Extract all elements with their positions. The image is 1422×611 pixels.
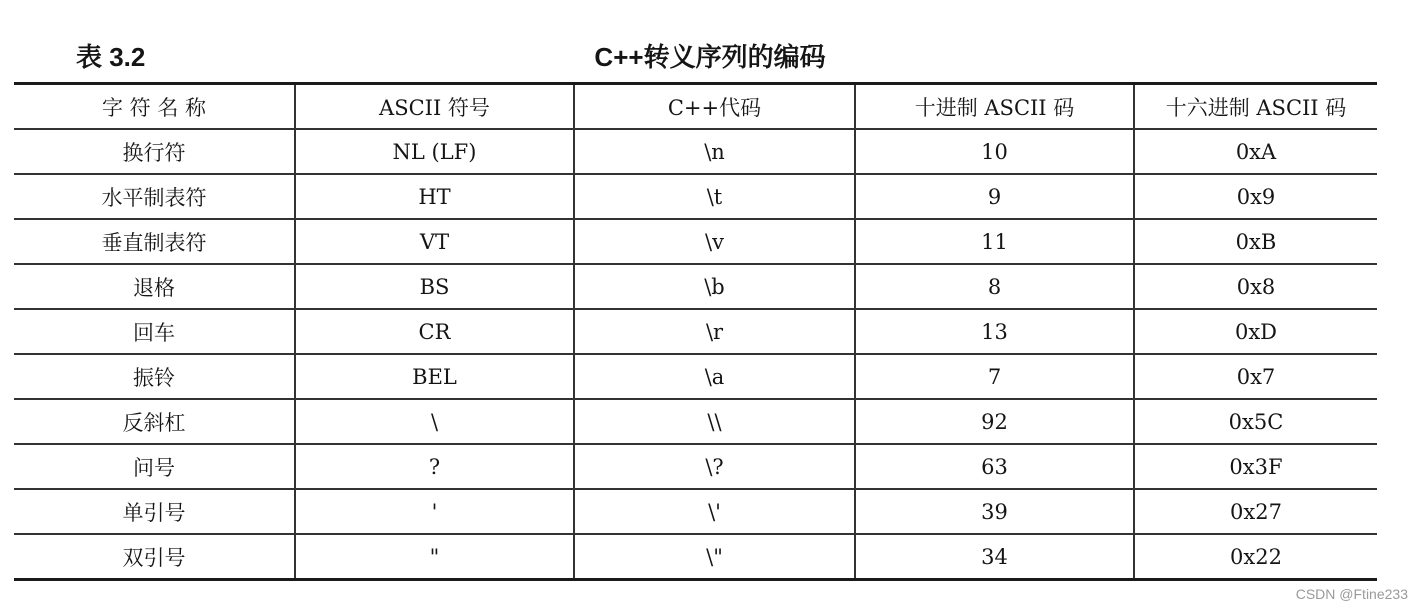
cell-ascii-symbol: HT bbox=[295, 174, 574, 219]
table-row bbox=[14, 444, 1377, 489]
cell-hex: 0x27 bbox=[1134, 489, 1377, 534]
cell-ascii-symbol: ? bbox=[295, 444, 574, 489]
cell-hex: 0xA bbox=[1134, 129, 1377, 174]
cell-ascii-symbol: BS bbox=[295, 264, 574, 309]
cell-ascii-symbol: ' bbox=[295, 489, 574, 534]
table-row bbox=[14, 129, 1377, 174]
cell-char-name: 振铃 bbox=[14, 354, 295, 399]
cell-cpp-code: \' bbox=[574, 489, 855, 534]
cell-char-name: 垂直制表符 bbox=[14, 219, 295, 264]
header-hex-ascii: 十六进制 ASCII 码 bbox=[1134, 84, 1377, 130]
cell-cpp-code: \t bbox=[574, 174, 855, 219]
cell-decimal: 13 bbox=[855, 309, 1134, 354]
table-row bbox=[14, 399, 1377, 444]
cell-char-name: 水平制表符 bbox=[14, 174, 295, 219]
cell-ascii-symbol: BEL bbox=[295, 354, 574, 399]
table-row bbox=[14, 264, 1377, 309]
cell-char-name: 回车 bbox=[14, 309, 295, 354]
cell-hex: 0x5C bbox=[1134, 399, 1377, 444]
cell-decimal: 7 bbox=[855, 354, 1134, 399]
table-row bbox=[14, 174, 1377, 219]
cell-ascii-symbol: NL (LF) bbox=[295, 129, 574, 174]
cell-decimal: 34 bbox=[855, 534, 1134, 580]
cell-hex: 0x8 bbox=[1134, 264, 1377, 309]
cell-cpp-code: \v bbox=[574, 219, 855, 264]
cell-ascii-symbol: \ bbox=[295, 399, 574, 444]
cell-char-name: 退格 bbox=[14, 264, 295, 309]
table-title: C++转义序列的编码 bbox=[594, 42, 826, 72]
cell-decimal: 10 bbox=[855, 129, 1134, 174]
cell-cpp-code: \r bbox=[574, 309, 855, 354]
csdn-watermark: CSDN @Ftine233 bbox=[1295, 586, 1408, 602]
header-decimal-ascii: 十进制 ASCII 码 bbox=[855, 84, 1134, 130]
table-row bbox=[14, 534, 1377, 580]
cell-decimal: 9 bbox=[855, 174, 1134, 219]
table-row bbox=[14, 219, 1377, 264]
cell-char-name: 单引号 bbox=[14, 489, 295, 534]
cell-hex: 0x7 bbox=[1134, 354, 1377, 399]
cell-char-name: 问号 bbox=[14, 444, 295, 489]
cell-cpp-code: \" bbox=[574, 534, 855, 580]
escape-sequence-table bbox=[14, 82, 1377, 581]
cell-decimal: 63 bbox=[855, 444, 1134, 489]
header-char-name: 字 符 名 称 bbox=[14, 84, 295, 130]
cell-char-name: 反斜杠 bbox=[14, 399, 295, 444]
cell-cpp-code: \n bbox=[574, 129, 855, 174]
cell-hex: 0x9 bbox=[1134, 174, 1377, 219]
cell-hex: 0xB bbox=[1134, 219, 1377, 264]
cell-decimal: 8 bbox=[855, 264, 1134, 309]
header-ascii-symbol: ASCII 符号 bbox=[295, 84, 574, 130]
cell-cpp-code: \b bbox=[574, 264, 855, 309]
cell-cpp-code: \a bbox=[574, 354, 855, 399]
header-row bbox=[14, 84, 1377, 130]
cell-char-name: 双引号 bbox=[122, 545, 186, 570]
cell-decimal: 39 bbox=[855, 489, 1134, 534]
table-number: 表 3.2 bbox=[76, 42, 146, 72]
table-row bbox=[14, 354, 1377, 399]
cell-decimal: 11 bbox=[855, 219, 1134, 264]
cell-char-name: 换行符 bbox=[14, 129, 295, 174]
cell-ascii-symbol: CR bbox=[295, 309, 574, 354]
cell-hex: 0x3F bbox=[1134, 444, 1377, 489]
header-cpp-code: C++代码 bbox=[574, 84, 855, 130]
cell-cpp-code: \\ bbox=[574, 399, 855, 444]
cell-hex: 0xD bbox=[1134, 309, 1377, 354]
table-row bbox=[14, 309, 1377, 354]
cell-hex: 0x22 bbox=[1134, 534, 1377, 580]
cell-decimal: 92 bbox=[855, 399, 1134, 444]
table-row bbox=[14, 489, 1377, 534]
cell-cpp-code: \? bbox=[574, 444, 855, 489]
cell-ascii-symbol: VT bbox=[295, 219, 574, 264]
cell-ascii-symbol: " bbox=[295, 534, 574, 580]
